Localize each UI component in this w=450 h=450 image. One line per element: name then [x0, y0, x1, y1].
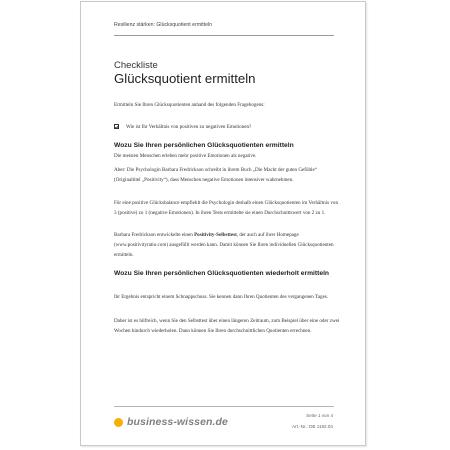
business-wissen-logo: [114, 414, 228, 430]
section1-paragraph-2: Aber: Die Psychologin Barbara Fredrickson schreibt in ihrem Buch „Die Macht der guten Gefühle“ (Originaltitel „Positivity“), dass Menschen negative Emotionen intensiver wahrnehmen.: [114, 167, 317, 183]
paragraph-text: , der auch auf ihrer Homepage (www.positivityratio.com) ausgefüllt werden kann. Damit können Sie Ihren individuellen Glücksquotienten ermitteln.: [114, 232, 334, 258]
footer-divider: [114, 406, 334, 407]
section2-paragraph-2: Daher ist es hilfreich, wenn Sie den Selbsttest über einen längeren Zeitraum, zum Beispiel über eine oder zwei Wochen hindurch wiederholen. Dann können Sie Ihren durchschnittlichen Quotienten errechnen.: [114, 318, 340, 334]
logo-dot-icon: [114, 418, 123, 427]
checklist-item: [114, 122, 340, 132]
page-number: Seite 1 von 4: [306, 413, 333, 418]
section1-paragraph-1: Die meisten Menschen erleben mehr positive Emotionen als negative.: [114, 153, 257, 159]
logo-text: business-wissen.de: [127, 416, 229, 428]
section1-paragraph-3: Für eine positive Glücksbalance empfiehlt die Psychologin deshalb einen Glücksquotienten im Verhältnis von 3 (positive) zu 1 (negative Emotionen). In ihren Tests ermittelte sie einen Durchschnittswert von 2 zu 1.: [114, 200, 338, 216]
article-number: Art.-Nr.: DB 1182.04: [291, 424, 333, 429]
section2-paragraph-1: Ihr Ergebnis entspricht einem Schnappschuss. Sie kennen dann Ihren Quotienten des vergangenen Tages.: [114, 294, 329, 300]
checkbox-checked-icon: [114, 124, 119, 129]
paragraph-text: Barbara Fredrickson entwickelte einen: [114, 232, 195, 238]
document-title: Glücksquotient ermitteln: [114, 71, 256, 86]
document-page: [80, 1, 366, 446]
header-divider: [114, 35, 334, 36]
document-kicker: Checkliste: [114, 60, 158, 71]
section-heading-1: Wozu Sie Ihren persönlichen Glücksquotienten ermitteln: [114, 142, 294, 149]
section-heading-2: Wozu Sie Ihren persönlichen Glücksquotienten wiederholt ermitteln: [114, 270, 330, 277]
section1-paragraph-4: [114, 230, 340, 260]
running-header: Resilienz stärken: Glücksquotient ermitteln: [114, 22, 213, 28]
paragraph-bold-term: Positivity-Selbsttest: [194, 232, 237, 238]
intro-paragraph: Ermitteln Sie Ihren Glücksquotienten anhand des folgenden Fragebogens:: [114, 102, 265, 108]
checklist-item-text: Wie ist Ihr Verhältnis von positiven zu negativen Emotionen?: [126, 124, 252, 130]
